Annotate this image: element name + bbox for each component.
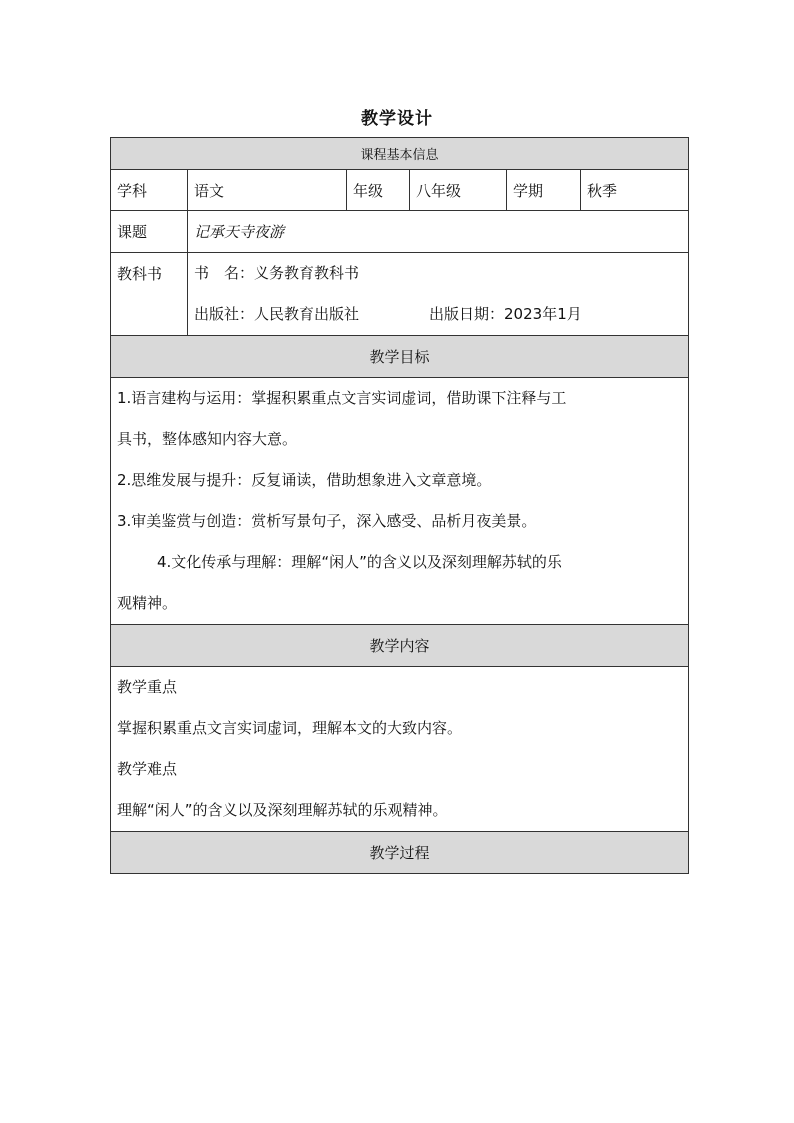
document-title: 教学设计	[361, 109, 433, 129]
goal-1-line-2: 具书，整体感知内容大意。	[117, 430, 298, 448]
basic-info-header: 课程基本信息	[111, 138, 689, 170]
subject-label: 学科	[111, 170, 188, 211]
difficult-points-label: 教学难点	[117, 760, 178, 778]
topic-value: 记承天寺夜游	[188, 211, 689, 253]
content-body	[111, 667, 689, 832]
topic-label: 课题	[111, 211, 188, 253]
lesson-plan-table	[110, 137, 689, 874]
goals-body	[111, 378, 689, 625]
goal-4-line-2: 观精神。	[117, 594, 178, 612]
book-name: 书 名：义务教育教科书	[194, 264, 360, 282]
publisher-line	[188, 294, 688, 335]
goal-3: 3.审美鉴赏与创造：赏析写景句子，深入感受、品析月夜美景。	[117, 512, 537, 530]
difficult-points-text: 理解“闲人”的含义以及深刻理解苏轼的乐观精神。	[117, 801, 448, 819]
goal-4-line-1: 4.文化传承与理解：理解“闲人”的含义以及深刻理解苏轼的乐	[157, 553, 562, 571]
key-points-text: 掌握积累重点文言实词虚词，理解本文的大致内容。	[117, 719, 463, 737]
content-header: 教学内容	[111, 625, 689, 667]
term-label: 学期	[507, 170, 581, 211]
goal-1-line-1: 1.语言建构与运用：掌握积累重点文言实词虚词，借助课下注释与工	[117, 389, 567, 407]
publisher: 出版社：人民教育出版社	[194, 305, 360, 323]
term-value: 秋季	[581, 170, 689, 211]
process-header: 教学过程	[111, 832, 689, 874]
textbook-label: 教科书	[111, 253, 188, 336]
grade-label: 年级	[347, 170, 410, 211]
publish-date: 出版日期：2023年1月	[429, 305, 582, 323]
textbook-info	[188, 253, 689, 336]
goals-header: 教学目标	[111, 336, 689, 378]
subject-value: 语文	[188, 170, 347, 211]
grade-value: 八年级	[410, 170, 507, 211]
goal-2: 2.思维发展与提升：反复诵读，借助想象进入文章意境。	[117, 471, 492, 489]
key-points-label: 教学重点	[117, 678, 178, 696]
